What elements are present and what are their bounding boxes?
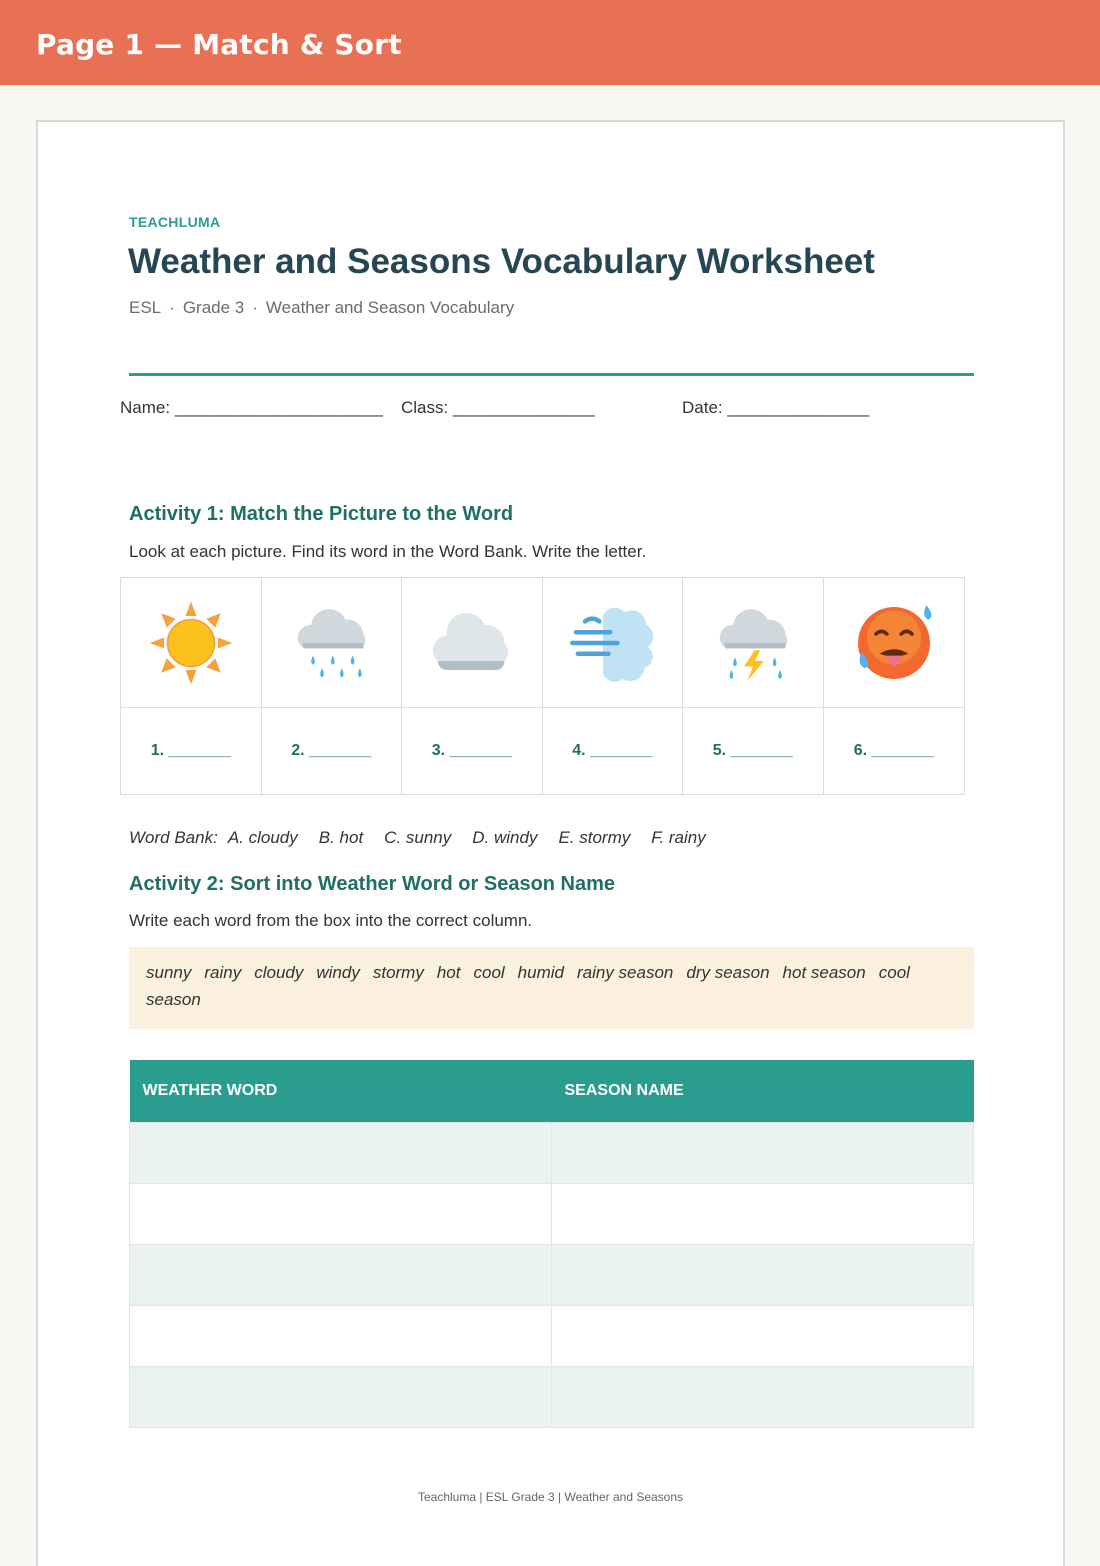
page-footer: Teachluma | ESL Grade 3 | Weather and Seasons xyxy=(417,1490,684,1504)
date-field[interactable]: Date: _______________ xyxy=(682,398,870,417)
word-bank xyxy=(129,828,727,848)
picture-cell xyxy=(543,578,684,708)
header-divider xyxy=(129,373,974,376)
weather-word-cell[interactable] xyxy=(130,1305,552,1366)
sort-word: rainy xyxy=(204,963,242,982)
answer-cell[interactable] xyxy=(121,708,262,794)
storm-cloud-icon xyxy=(708,598,798,688)
column-header-season-name: SEASON NAME xyxy=(552,1060,974,1122)
weather-word-cell[interactable] xyxy=(130,1366,552,1427)
worksheet-page xyxy=(36,120,1065,1566)
class-field[interactable]: Class: _______________ xyxy=(401,398,595,417)
brand-name: TEACHLUMA xyxy=(129,214,221,230)
table-row xyxy=(130,1244,974,1305)
cloud-icon xyxy=(427,598,517,688)
word-bank-item: F. rainy xyxy=(651,828,706,847)
name-field[interactable]: Name: ______________________ xyxy=(120,398,383,417)
picture-cell xyxy=(262,578,403,708)
picture-cell xyxy=(683,578,824,708)
answer-cell[interactable] xyxy=(543,708,684,794)
table-row xyxy=(130,1183,974,1244)
answer-blank-3[interactable]: 3. _______ xyxy=(431,742,512,759)
answer-blank-5[interactable]: 5. _______ xyxy=(712,742,793,759)
hot-face-icon xyxy=(849,598,939,688)
sort-word-box xyxy=(129,947,974,1029)
wind-icon xyxy=(567,598,657,688)
sort-word: windy xyxy=(316,963,360,982)
weather-word-cell[interactable] xyxy=(130,1183,552,1244)
grade-label: Grade 3 xyxy=(182,298,245,317)
table-row xyxy=(130,1366,974,1427)
word-bank-item: E. stormy xyxy=(558,828,631,847)
word-bank-item: A. cloudy xyxy=(227,828,298,847)
worksheet-title: Weather and Seasons Vocabulary Worksheet xyxy=(128,242,875,281)
word-bank-label: Word Bank: xyxy=(129,828,218,847)
word-bank-item: C. sunny xyxy=(384,828,452,847)
sort-word: cool xyxy=(473,963,505,982)
answer-cell[interactable] xyxy=(824,708,965,794)
picture-cell xyxy=(121,578,262,708)
picture-cell xyxy=(402,578,543,708)
activity1-heading: Activity 1: Match the Picture to the Word xyxy=(129,503,514,525)
sort-word: sunny xyxy=(146,963,192,982)
activity1-instructions: Look at each picture. Find its word in the Word Bank. Write the letter. xyxy=(129,542,647,561)
answer-blank-6[interactable]: 6. _______ xyxy=(853,742,934,759)
sort-word: cool season xyxy=(146,963,910,1009)
page-banner xyxy=(0,0,1100,85)
picture-cell xyxy=(824,578,965,708)
sort-word: stormy xyxy=(372,963,424,982)
answer-blank-1[interactable]: 1. _______ xyxy=(150,742,231,759)
season-name-cell[interactable] xyxy=(552,1366,974,1427)
sort-word: dry season xyxy=(686,963,770,982)
sort-word: rainy season xyxy=(576,963,674,982)
activity2-instructions: Write each word from the box into the correct column. xyxy=(129,911,533,930)
word-bank-item: B. hot xyxy=(318,828,364,847)
sort-table xyxy=(129,1060,974,1428)
answer-blank-4[interactable]: 4. _______ xyxy=(572,742,653,759)
season-name-cell[interactable] xyxy=(552,1122,974,1183)
table-row xyxy=(130,1122,974,1183)
sun-icon xyxy=(146,598,236,688)
answer-cell[interactable] xyxy=(683,708,824,794)
subject-label: ESL xyxy=(129,298,162,317)
topic-label: Weather and Season Vocabulary xyxy=(265,298,515,317)
answer-cell[interactable] xyxy=(402,708,543,794)
column-header-weather-word: WEATHER WORD xyxy=(130,1060,552,1122)
season-name-cell[interactable] xyxy=(552,1244,974,1305)
sort-word: hot xyxy=(436,963,461,982)
rain-cloud-icon xyxy=(286,598,376,688)
season-name-cell[interactable] xyxy=(552,1305,974,1366)
table-row xyxy=(130,1305,974,1366)
answer-cell[interactable] xyxy=(262,708,403,794)
word-bank-item: D. windy xyxy=(472,828,538,847)
sort-word: hot season xyxy=(782,963,866,982)
sort-word: humid xyxy=(517,963,564,982)
worksheet-subtitle: ESL · Grade 3 · Weather and Season Vocabulary xyxy=(129,298,515,317)
weather-word-cell[interactable] xyxy=(130,1122,552,1183)
picture-match-grid xyxy=(120,577,965,795)
activity2-heading: Activity 2: Sort into Weather Word or Season Name xyxy=(129,873,616,895)
sort-word: cloudy xyxy=(254,963,304,982)
banner-title: Page 1 — Match & Sort xyxy=(36,28,402,61)
weather-word-cell[interactable] xyxy=(130,1244,552,1305)
answer-blank-2[interactable]: 2. _______ xyxy=(291,742,372,759)
season-name-cell[interactable] xyxy=(552,1183,974,1244)
